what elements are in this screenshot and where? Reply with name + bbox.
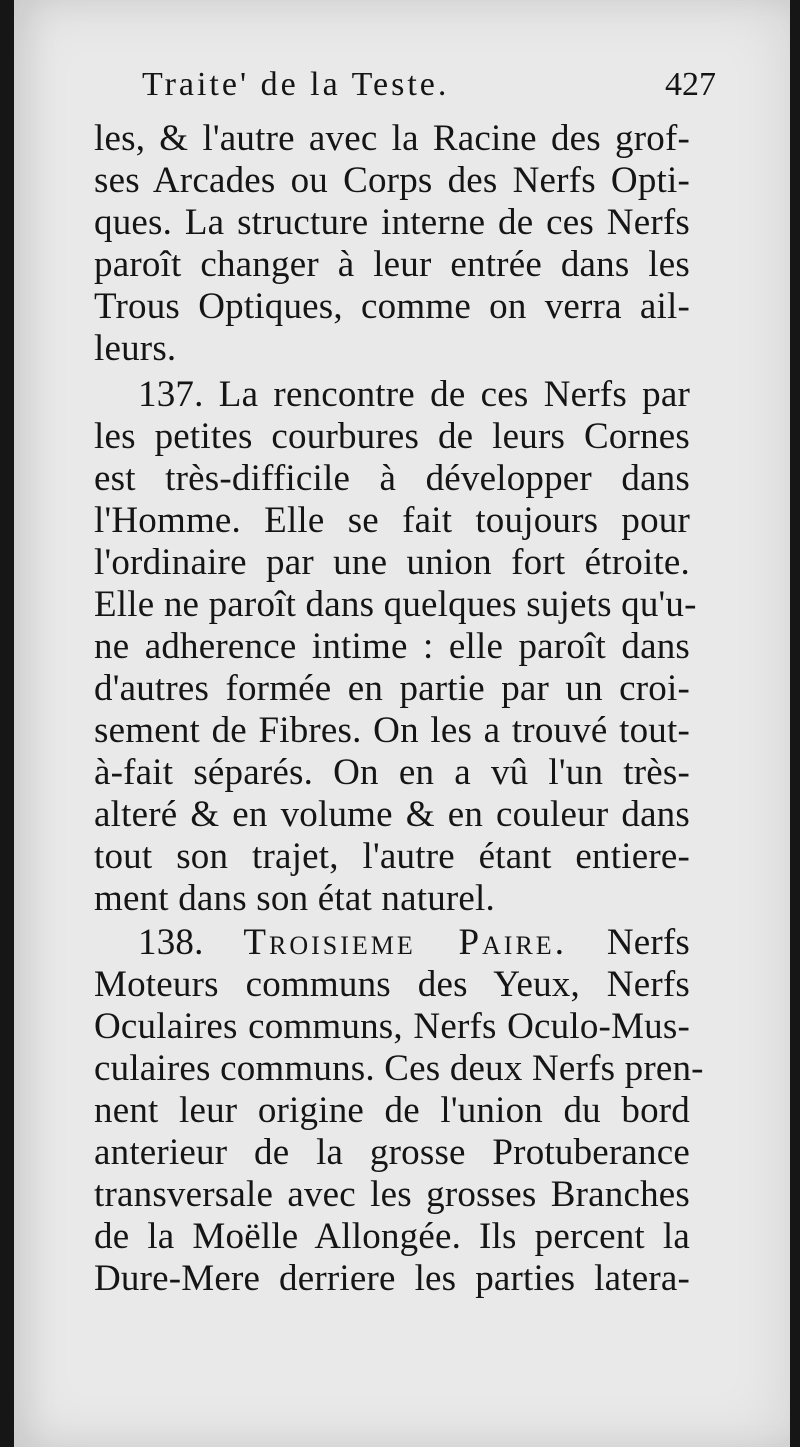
text-line: de la Moëlle Allongée. Ils percent la — [94, 1216, 690, 1257]
book-page — [14, 0, 790, 1447]
text-line: Elle ne paroît dans quelques sujets qu'u- — [94, 584, 697, 625]
paragraph-number: 138. — [138, 922, 204, 963]
heading-line-rest: Nerfs — [606, 922, 690, 963]
text-line: Moteurs communs des Yeux, Nerfs — [94, 964, 690, 1005]
text-line: les petites courbures de leurs Cornes — [94, 416, 690, 457]
text-line: leurs. — [94, 328, 177, 369]
text-line: transversale avec les grosses Branches — [94, 1174, 690, 1215]
text-line: Trous Optiques, comme on verra ail- — [94, 286, 690, 327]
text-line: tout son trajet, l'autre étant entiere- — [94, 836, 690, 877]
paragraph-138-first-line — [94, 922, 690, 964]
text-line: nent leur origine de l'union du bord — [94, 1090, 690, 1131]
text-line: ques. La structure interne de ces Nerfs — [94, 202, 690, 243]
text-line: anterieur de la grosse Protuberance — [94, 1132, 690, 1173]
text-line: ses Arcades ou Corps des Nerfs Opti- — [94, 160, 690, 201]
text-line: est très-difficile à développer dans — [94, 458, 690, 499]
text-line: alteré & en volume & en couleur dans — [94, 794, 690, 835]
text-line: à-fait séparés. On en a vû l'un très- — [94, 752, 690, 793]
text-line: Oculaires communs, Nerfs Oculo-Mus- — [94, 1006, 690, 1047]
text-line: Dure-Mere derriere les parties latera- — [94, 1258, 690, 1299]
running-head-title: Traite' de la Teste. — [142, 66, 450, 103]
paragraph-137-first-line: 137. La rencontre de ces Nerfs par — [138, 374, 690, 415]
section-heading: Troisieme Paire. — [243, 922, 567, 963]
text-line: ne adherence intime : elle paroît dans — [94, 626, 690, 667]
text-line: sement de Fibres. On les a trouvé tout- — [94, 710, 690, 751]
page-number: 427 — [665, 66, 716, 103]
text-line: paroît changer à leur entrée dans les — [94, 244, 690, 285]
text-line: les, & l'autre avec la Racine des grof- — [94, 118, 690, 159]
text-line: ment dans son état naturel. — [94, 878, 495, 919]
text-line: l'Homme. Elle se fait toujours pour — [94, 500, 690, 541]
running-head — [142, 66, 716, 110]
text-line: d'autres formée en partie par un croi- — [94, 668, 690, 709]
text-line: l'ordinaire par une union fort étroite. — [94, 542, 690, 583]
text-line: culaires communs. Ces deux Nerfs pren- — [94, 1048, 704, 1089]
